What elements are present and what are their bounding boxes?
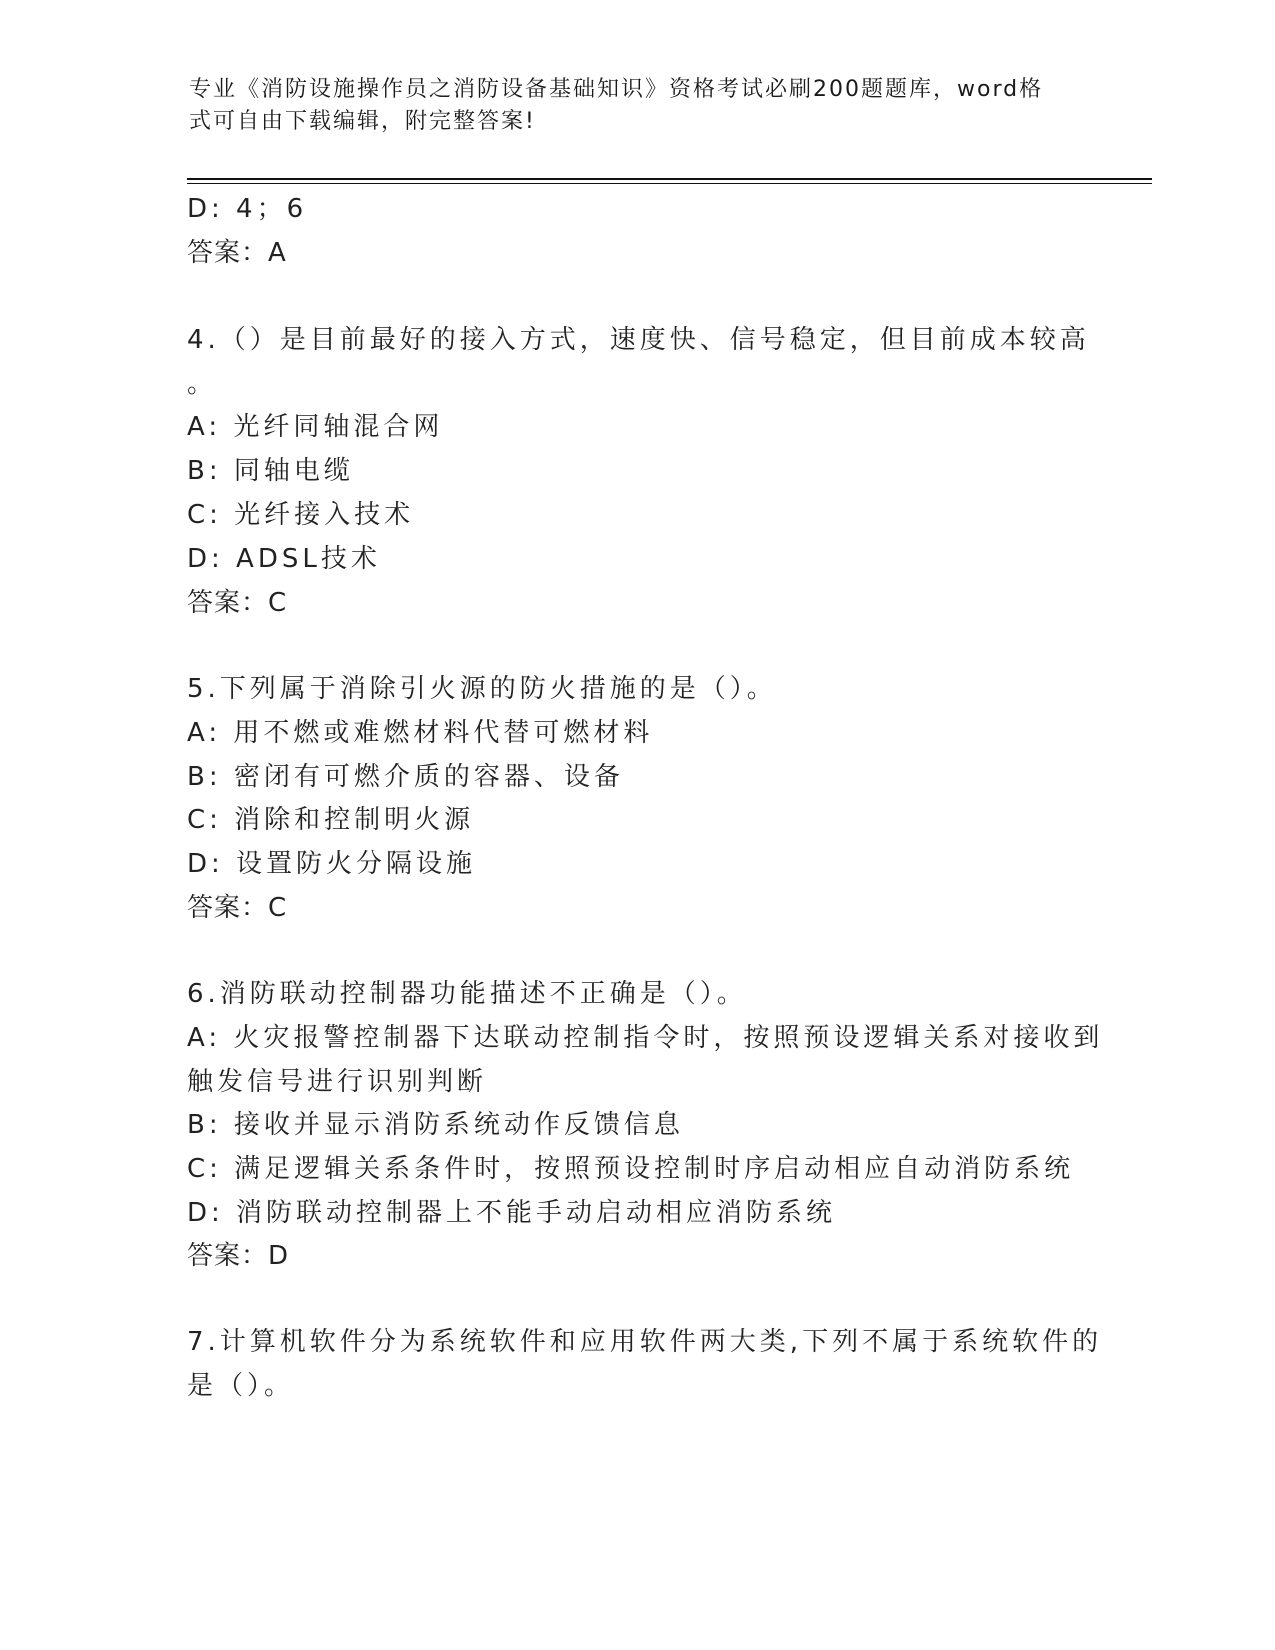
- q4-option-b: B: 同轴电缆: [187, 456, 354, 486]
- q4-stem-line-2: 。: [187, 369, 218, 399]
- q4-option-c: C: 光纤接入技术: [187, 500, 415, 530]
- q3-option-d: D: 4；6: [187, 194, 308, 224]
- q5-option-a: A: 用不燃或难燃材料代替可燃材料: [187, 718, 654, 748]
- q6-option-b: B: 接收并显示消防系统动作反馈信息: [187, 1110, 684, 1140]
- q4-answer: 答案：C: [187, 588, 288, 618]
- q5-answer: 答案：C: [187, 893, 288, 923]
- header-rule-thin: [187, 183, 1152, 184]
- q6-option-a-line-2: 触发信号进行识别判断: [187, 1067, 488, 1097]
- q5-option-c: C: 消除和控制明火源: [187, 805, 475, 835]
- q6-option-c: C: 满足逻辑关系条件时，按照预设控制时序启动相应自动消防系统: [187, 1154, 1075, 1184]
- q6-answer: 答案：D: [187, 1241, 290, 1271]
- q6-option-d: D: 消防联动控制器上不能手动启动相应消防系统: [187, 1198, 837, 1228]
- q5-stem: 5.下列属于消除引火源的防火措施的是（）。: [187, 674, 777, 704]
- q7-stem-line-1: 7.计算机软件分为系统软件和应用软件两大类,下列不属于系统软件的: [187, 1327, 1103, 1357]
- header-rule-thick: [187, 178, 1152, 180]
- q4-option-d: D: ADSL技术: [187, 544, 381, 574]
- q5-option-b: B: 密闭有可燃介质的容器、设备: [187, 762, 624, 792]
- header-line-1: 专业《消防设施操作员之消防设备基础知识》资格考试必刷200题题库，word格: [189, 77, 1044, 102]
- page-header: [189, 74, 1069, 138]
- q6-stem: 6.消防联动控制器功能描述不正确是（）。: [187, 979, 747, 1009]
- header-line-2: 式可自由下载编辑，附完整答案!: [189, 109, 536, 134]
- q7-stem-line-2: 是（）。: [187, 1371, 295, 1401]
- q5-option-d: D: 设置防火分隔设施: [187, 849, 477, 879]
- q3-answer: 答案：A: [187, 238, 287, 268]
- q4-stem-line-1: 4.（）是目前最好的接入方式，速度快、信号稳定，但目前成本较高: [187, 325, 1090, 355]
- q4-option-a: A: 光纤同轴混合网: [187, 412, 444, 442]
- q6-option-a-line-1: A: 火灾报警控制器下达联动控制指令时，按照预设逻辑关系对接收到: [187, 1023, 1104, 1053]
